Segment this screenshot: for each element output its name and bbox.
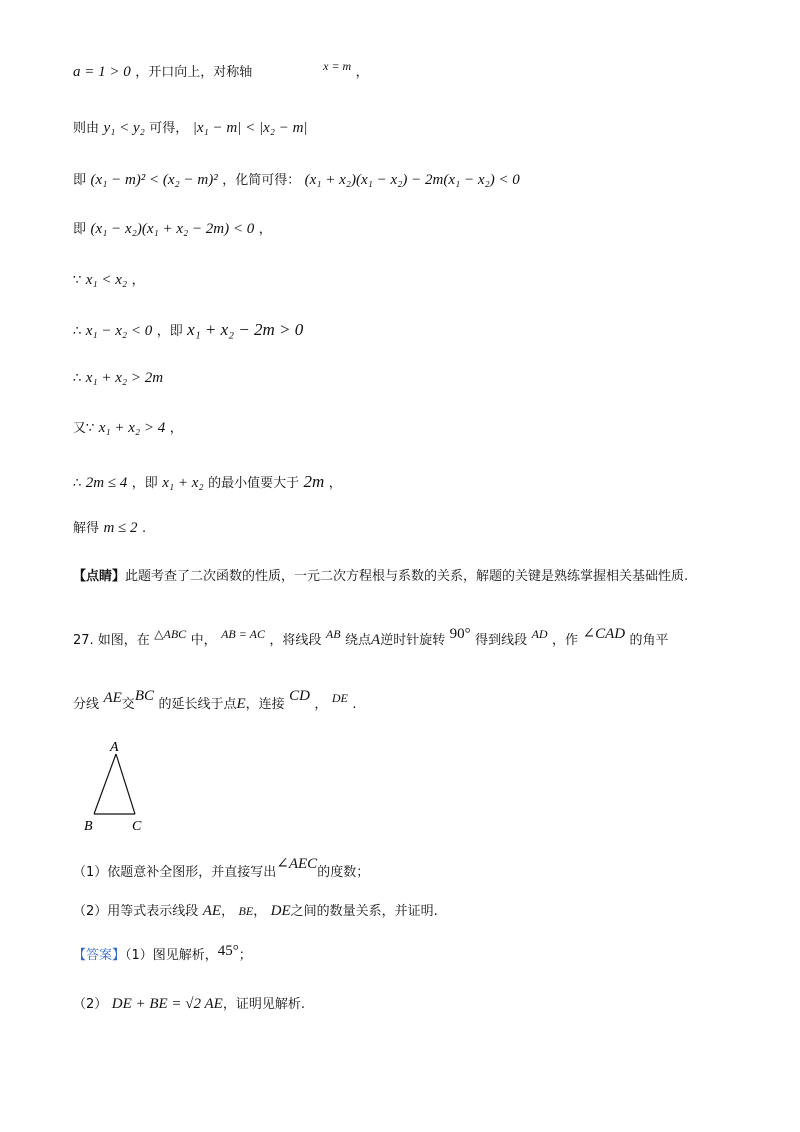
vertex-a-label: A — [110, 740, 119, 755]
triangle-figure — [80, 740, 170, 840]
text: 27. 如图，在 — [73, 633, 150, 648]
text: ，即 — [156, 324, 183, 339]
math-expr: ∠CAD — [582, 626, 626, 642]
math-expr: 90° — [449, 626, 471, 642]
solution-line-4 — [73, 219, 760, 240]
math-expr: AB — [325, 627, 341, 641]
math-expr: |x₁ − m| < |x₂ − m| — [192, 120, 308, 136]
vertex-c-label: C — [132, 819, 142, 834]
text: 得到线段 — [475, 633, 528, 648]
text: 的最小值要大于 — [208, 476, 300, 491]
question-1 — [73, 856, 760, 883]
text: ，将线段 — [269, 633, 322, 648]
math-expr: DE + BE = √2 AE — [111, 996, 223, 1012]
text: （2） — [73, 997, 108, 1012]
math-expr: x₁ + x₂ > 2m — [85, 370, 164, 386]
math-expr: DE — [331, 691, 348, 705]
text: 的度数； — [317, 865, 370, 880]
math-expr: x₁ < x₂ — [85, 272, 128, 288]
math-expr: ∠AEC — [276, 856, 318, 872]
text: （1）图见解析， — [125, 948, 218, 963]
text: （2）用等式表示线段 — [73, 904, 199, 919]
problem-line-1 — [73, 626, 760, 651]
math-expr: BC — [134, 688, 154, 704]
text: 交 — [121, 697, 135, 712]
solution-line-3 — [73, 170, 760, 191]
text: ，证明见解析. — [222, 997, 305, 1012]
text: 的延长线于点 — [158, 697, 237, 712]
math-expr: x₁ + x₂ — [162, 475, 204, 491]
math-expr: BE — [238, 904, 254, 918]
math-expr: (x₁ − m)² < (x₂ − m)² — [90, 172, 218, 188]
text: ， — [253, 904, 267, 919]
text: 绕点 — [345, 633, 372, 648]
text: 解得 — [73, 521, 100, 536]
text: ，连接 — [245, 697, 285, 712]
vertex-b-label: B — [84, 819, 93, 834]
text: 即 — [73, 222, 87, 237]
solution-line-7 — [73, 368, 760, 389]
math-expr: △ABC — [154, 627, 187, 641]
text: ； — [238, 948, 252, 963]
text: ， — [169, 421, 183, 436]
text: ，即 — [131, 476, 158, 491]
answer-label: 【答案】 — [73, 948, 126, 963]
text: ， — [221, 904, 235, 919]
math-expr: AB = AC — [221, 627, 265, 641]
math-expr: (x₁ + x₂)(x₁ − x₂) − 2m(x₁ − x₂) < 0 — [304, 172, 520, 188]
text: . — [352, 697, 357, 712]
text: ， — [355, 65, 369, 80]
text: 的角平 — [629, 633, 669, 648]
math-expr: DE — [270, 903, 291, 919]
text: 即 — [73, 173, 87, 188]
text: ∴ — [73, 371, 82, 386]
text: 则由 — [73, 121, 100, 136]
math-expr: a = 1 > 0 — [73, 64, 131, 80]
math-expr: AE — [103, 690, 122, 706]
math-expr: m ≤ 2 — [103, 520, 138, 536]
question-2 — [73, 901, 760, 922]
solution-line-10 — [73, 518, 760, 539]
text: 之间的数量关系，并证明. — [290, 904, 438, 919]
problem-line-2 — [73, 688, 760, 715]
comment-text: 此题考查了二次函数的性质，一元二次方程根与系数的关系，解题的关键是熟练掌握相关基础性质. — [125, 569, 689, 584]
text: ， — [258, 222, 272, 237]
math-expr: x₁ + x₂ > 4 — [98, 420, 166, 436]
side-ab — [94, 754, 116, 814]
text: 又∵ — [73, 421, 95, 436]
math-expr: 45° — [217, 943, 239, 959]
solution-line-6 — [73, 320, 760, 342]
math-expr: 2m ≤ 4 — [85, 475, 128, 491]
comment-paragraph — [73, 563, 760, 590]
text: ， — [328, 476, 342, 491]
math-expr: E — [236, 696, 246, 712]
text: ，开口向上，对称轴 — [135, 65, 253, 80]
text: ，化简可得： — [222, 173, 301, 188]
text: ，作 — [552, 633, 579, 648]
text: ， — [314, 697, 328, 712]
text: ， — [131, 273, 145, 288]
math-expr: CD — [289, 688, 310, 704]
text: 逆时针旋转 — [380, 633, 446, 648]
solution-line-8 — [73, 418, 760, 439]
side-ac — [116, 754, 135, 814]
math-expr: 2m — [303, 472, 325, 491]
text: . — [142, 521, 147, 536]
text: （1）依题意补全图形，并直接写出 — [73, 865, 277, 880]
solution-line-9 — [73, 472, 760, 494]
text: 可得， — [149, 121, 189, 136]
answer-line-1 — [73, 945, 760, 966]
math-expr: AE — [202, 903, 222, 919]
text: 分线 — [73, 697, 100, 712]
answer-line-2 — [73, 994, 760, 1015]
math-expr: x = m — [323, 59, 352, 73]
text: 中， — [190, 633, 217, 648]
solution-line-1 — [73, 59, 760, 83]
text: ∴ — [73, 476, 82, 491]
text: ∴ — [73, 324, 82, 339]
solution-line-5 — [73, 270, 760, 291]
solution-line-2 — [73, 118, 760, 139]
math-expr: AD — [531, 627, 548, 641]
math-expr: (x₁ − x₂)(x₁ + x₂ − 2m) < 0 — [90, 221, 255, 237]
comment-label: 【点睛】 — [73, 569, 126, 584]
math-expr: A — [371, 632, 381, 648]
math-expr: x₁ − x₂ < 0 — [85, 323, 153, 339]
math-expr: x₁ + x₂ − 2m > 0 — [187, 320, 304, 339]
text: ∵ — [73, 273, 82, 288]
math-expr: y₁ < y₂ — [103, 120, 145, 136]
